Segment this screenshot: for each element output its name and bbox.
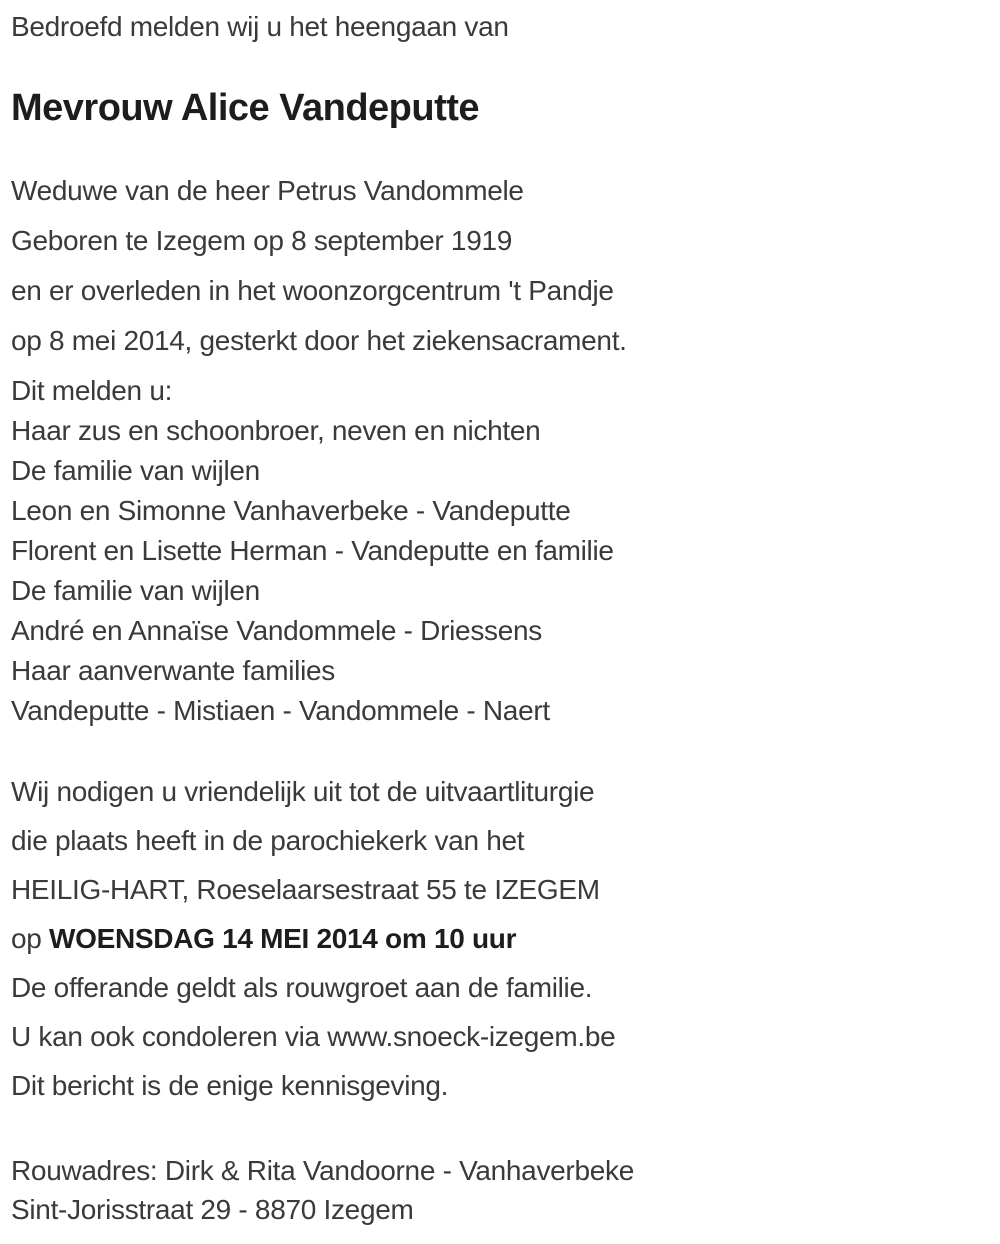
detail-line: en er overleden in het woonzorgcentrum 't Pandje <box>11 275 614 306</box>
announcer-line: De familie van wijlen <box>11 575 260 606</box>
announcer-line: De familie van wijlen <box>11 455 260 486</box>
intro-line: Bedroefd melden wij u het heengaan van <box>11 11 509 42</box>
service-line: HEILIG-HART, Roeselaarsestraat 55 te IZEGEM <box>11 874 600 905</box>
announcer-line: Dit melden u: <box>11 375 173 406</box>
life-details-paragraph <box>11 166 986 366</box>
mourning-address-paragraph <box>11 1151 986 1229</box>
announcer-line: Florent en Lisette Herman - Vandeputte en familie <box>11 535 614 566</box>
service-line: De offerande geldt als rouwgroet aan de familie. <box>11 972 593 1003</box>
detail-line: Geboren te Izegem op 8 september 1919 <box>11 225 513 256</box>
service-line: Dit bericht is de enige kennisgeving. <box>11 1070 449 1101</box>
announcer-line: André en Annaïse Vandommele - Driessens <box>11 615 542 646</box>
service-line-condolence-url: U kan ook condoleren via www.snoeck-izegem.be <box>11 1021 616 1052</box>
announcers-paragraph <box>11 371 986 731</box>
announcer-line: Vandeputte - Mistiaen - Vandommele - Naert <box>11 695 550 726</box>
service-date-bold: WOENSDAG 14 MEI 2014 om 10 uur <box>49 923 517 954</box>
service-date-prefix: op <box>11 923 50 954</box>
service-date-line <box>11 914 986 963</box>
deceased-name-title: Mevrouw Alice Vandeputte <box>11 87 480 129</box>
service-line: Wij nodigen u vriendelijk uit tot de uitvaartliturgie <box>11 776 595 807</box>
announcer-line: Haar zus en schoonbroer, neven en nichten <box>11 415 541 446</box>
detail-line: Weduwe van de heer Petrus Vandommele <box>11 175 524 206</box>
service-paragraph <box>11 767 986 1110</box>
detail-line: op 8 mei 2014, gesterkt door het ziekensacrament. <box>11 325 627 356</box>
announcer-line: Haar aanverwante families <box>11 655 335 686</box>
service-line: die plaats heeft in de parochiekerk van het <box>11 825 525 856</box>
mourning-address-line: Sint-Jorisstraat 29 - 8870 Izegem <box>11 1194 414 1225</box>
mourning-address-line: Rouwadres: Dirk & Rita Vandoorne - Vanhaverbeke <box>11 1155 634 1186</box>
announcer-line: Leon en Simonne Vanhaverbeke - Vandeputte <box>11 495 571 526</box>
